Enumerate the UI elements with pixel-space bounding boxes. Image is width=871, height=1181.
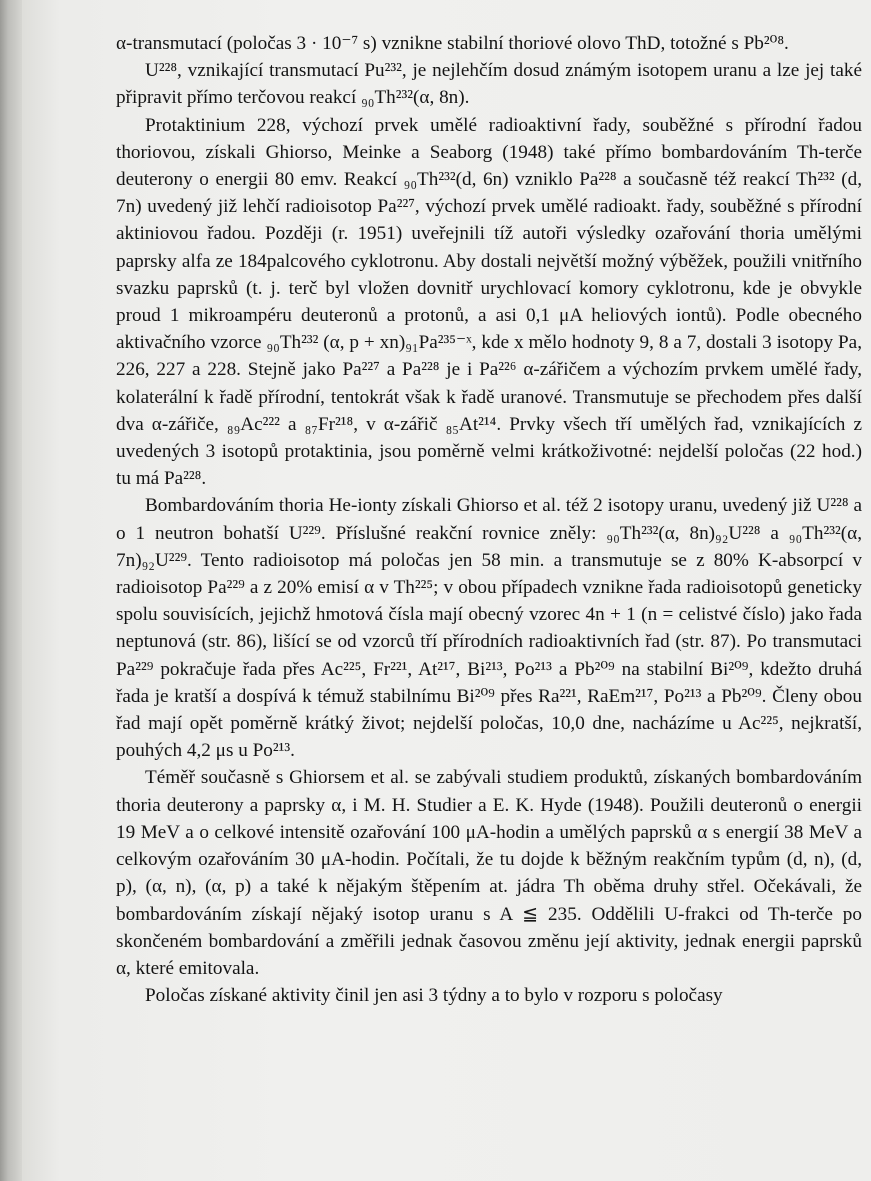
paragraph-2: U²²⁸, vznikající transmutací Pu²³², je nejlehčím dosud známým isotopem uranu a lze jej také připravit přímo terčovou reakcí ₉₀Th²³²(α, 8n).	[116, 60, 862, 109]
page-gutter-shadow	[0, 0, 22, 1181]
paragraph-4: Bombardováním thoria He-ionty získali Ghiorso et al. též 2 isotopy uranu, uvedený již U²²⁸ a o 1 neutron bohatší U²²⁹. Příslušné reakční rovnice zněly: ₉₀Th²³²(α, 8n)₉₂U²²⁸ a ₉₀Th²³²(α, 7n)₉₂U²²⁹. Tento radioisotop má poločas jen 58 min. a transmutuje se z 80% K-absorpcí v radioisotop Pa²²⁹ a z 20% emisí α v Th²²⁵; v obou případech vznikne řada radioisotopů geneticky spolu souvisících, jejichž hmotová čísla mají obecný vzorec 4n + 1 (n = celistvé číslo) jako řada neptunová (str. 86), lišící se od vzorců tří přírodních radioaktivních řad (str. 87). Po transmutaci Pa²²⁹ pokračuje řada přes Ac²²⁵, Fr²²¹, At²¹⁷, Bi²¹³, Po²¹³ a Pb²⁰⁹ na stabilní Bi²⁰⁹, kdežto druhá řada je kratší a dospívá k témuž stabilnímu Bi²⁰⁹ přes Ra²²¹, RaEm²¹⁷, Po²¹³ a Pb²⁰⁹. Členy obou řad mají opět poměrně krátký život; nejdelší poločas, 10,0 dne, nacházíme u Ac²²⁵, nejkratší, pouhých 4,2 μs u Po²¹³.	[116, 495, 862, 762]
page-text-block	[116, 30, 862, 1009]
paragraph-5: Téměř současně s Ghiorsem et al. se zabývali studiem produktů, získaných bombardováním thoria deuterony a paprsky α, i M. H. Studier a E. K. Hyde (1948). Použili deuteronů o energii 19 MeV a o celkové intensitě ozařování 100 μA-hodin a umělých paprsků α s energií 38 MeV a celkovým ozařováním 30 μA-hodin. Počítali, že tu dojde k běžným reakčním typům (d, n), (d, p), (α, n), (α, p) a také k nějakým štěpením at. jádra Th oběma druhy střel. Očekávali, že bombardováním získají nějaký isotop uranu s A ≦ 235. Oddělili U-frakci od Th-terče po skončeném bombardování a změřili jednak časovou změnu její aktivity, jednak energii paprsků α, které emitovala.	[116, 767, 862, 979]
paragraph-6: Poločas získané aktivity činil jen asi 3 týdny a to bylo v rozporu s poločasy	[145, 985, 723, 1007]
paragraph-1: α-transmutací (poločas 3 · 10⁻⁷ s) vznikne stabilní thoriové olovo ThD, totožné s Pb²⁰⁸.	[116, 33, 789, 54]
paragraph-3: Protaktinium 228, výchozí prvek umělé radioaktivní řady, souběžné s přírodní řadou thoriovou, získali Ghiorso, Meinke a Seaborg (1948) také přímo bombardováním Th-terče deuterony o energii 80 emv. Reakcí ₉₀Th²³²(d, 6n) vzniklo Pa²²⁸ a současně též reakcí Th²³² (d, 7n) uvedený již lehčí radioisotop Pa²²⁷, výchozí prvek umělé radioakt. řady, souběžné s přírodní aktiniovou řadou. Později (r. 1951) uveřejnili tíž autoři výsledky ozařování thoria umělými paprsky alfa ze 184palcového cyklotronu. Aby dostali největší možný výběžek, použili vnitřního svazku paprsků (t. j. terč byl vložen dovnitř urychlovací komory cyklotronu, kde je obvykle proud 1 mikroampéru deuteronů a protonů, a asi 0,1 μA heliových iontů). Podle obecného aktivačního vzorce ₉₀Th²³² (α, p + xn)₉₁Pa²³⁵⁻ˣ, kde x mělo hodnoty 9, 8 a 7, dostali 3 isotopy Pa, 226, 227 a 228. Stejně jako Pa²²⁷ a Pa²²⁸ je i Pa²²⁶ α-zářičem a výchozím prvkem umělé řady, kolaterální k řadě přírodní, tentokrát však k řadě uranové. Transmutuje se přechodem přes další dva α-zářiče, ₈₉Ac²²² a ₈₇Fr²¹⁸, v α-zářič ₈₅At²¹⁴. Prvky všech tří umělých řad, vznikajících z uvedených 3 isotopů protaktinia, jsou poměrně velmi krátkoživotné: nejdelší poločas (22 hod.) tu má Pa²²⁸.	[116, 114, 862, 490]
